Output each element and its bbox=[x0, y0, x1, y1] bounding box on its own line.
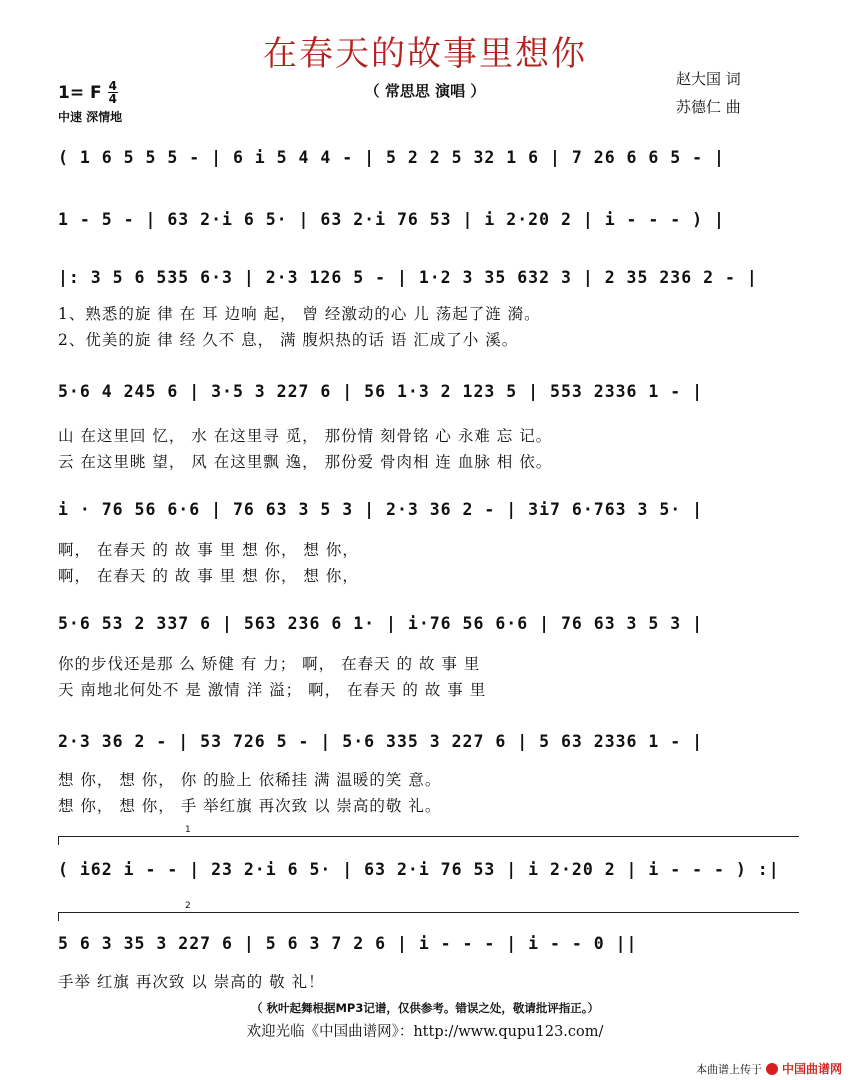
score-line: 5·6 53 2 337 6 | 563 236 6 1· | i·76 56 6·6 | 76 63 3 5 3 | bbox=[58, 614, 704, 633]
transcription-note: （ 秋叶起舞根据MP3记谱，仅供参考。错误之处，敬请批评指正。） bbox=[250, 1001, 600, 1015]
score-line: ( 1 6 5 5 5 - | 6 i 5 4 4 - | 5 2 2 5 32 1 6 | 7 26 6 6 5 - | bbox=[58, 148, 725, 167]
lyric-verse2: 想 你， 想 你， 手 举红旗 再次致 以 崇高的敬 礼。 bbox=[58, 797, 442, 815]
lyric-verse2: 2、优美的旋 律 经 久不 息， 满 腹炽热的话 语 汇成了小 溪。 bbox=[58, 331, 519, 349]
upload-credit bbox=[696, 1060, 842, 1077]
lyric-verse2: 啊， 在春天 的 故 事 里 想 你， 想 你， bbox=[58, 567, 359, 585]
score-line: 1 - 5 - | 63 2·i 6 5· | 63 2·i 76 53 | i 2·20 2 | i - - - ) | bbox=[58, 210, 725, 229]
lyric-verse2: 天 南地北何处不 是 激情 洋 溢； 啊， 在春天 的 故 事 里 bbox=[58, 681, 487, 699]
key-label: 1= F bbox=[58, 82, 102, 103]
key-signature bbox=[58, 80, 118, 105]
song-title: 在春天的故事里想你 bbox=[263, 34, 587, 74]
score-line: i · 76 56 6·6 | 76 63 3 5 3 | 2·3 36 2 - | 3i7 6·763 3 5· | bbox=[58, 500, 704, 519]
welcome-link-text[interactable]: 欢迎光临《中国曲谱网》：http://www.qupu123.com/ bbox=[246, 1024, 604, 1040]
first-ending-number: 1 bbox=[185, 825, 191, 835]
score-line: |: 3 5 6 535 6·3 | 2·3 126 5 - | 1·2 3 35 632 3 | 2 35 236 2 - | bbox=[58, 268, 758, 287]
upload-prefix: 本曲谱上传于 bbox=[695, 1062, 762, 1076]
score-line: ( i62 i - - | 23 2·i 6 5· | 63 2·i 76 53 | i 2·20 2 | i - - - ) :| bbox=[58, 860, 780, 879]
score-line: 5 6 3 35 3 227 6 | 5 6 3 7 2 6 | i - - - | i - - 0 || bbox=[58, 934, 638, 953]
second-ending-number: 2 bbox=[185, 901, 191, 911]
lyric-verse1: 1、熟悉的旋 律 在 耳 边响 起， 曾 经激动的心 儿 荡起了涟 漪。 bbox=[58, 305, 541, 323]
singer-credit: （ 常思思 演唱 ） bbox=[364, 82, 486, 100]
time-signature-top: 4 bbox=[108, 79, 117, 93]
time-signature bbox=[108, 80, 118, 105]
first-ending-bracket bbox=[58, 825, 799, 845]
site-logo-icon bbox=[766, 1063, 778, 1075]
composer-credit: 苏德仁 曲 bbox=[676, 98, 741, 116]
score-line: 5·6 4 245 6 | 3·5 3 227 6 | 56 1·3 2 123 5 | 553 2336 1 - | bbox=[58, 382, 704, 401]
lyric-verse1: 想 你， 想 你， 你 的脸上 依稀挂 满 温暖的笑 意。 bbox=[58, 771, 442, 789]
lyricist-credit: 赵大国 词 bbox=[676, 70, 741, 88]
lyric-verse1: 山 在这里回 忆， 水 在这里寻 觅， 那份情 刻骨铭 心 永难 忘 记。 bbox=[58, 427, 553, 445]
final-lyric: 手举 红旗 再次致 以 崇高的 敬 礼！ bbox=[58, 973, 325, 991]
lyric-verse1: 你的步伐还是那 么 矫健 有 力； 啊， 在春天 的 故 事 里 bbox=[58, 655, 481, 673]
time-signature-bottom: 4 bbox=[108, 92, 117, 106]
site-brand[interactable]: 中国曲谱网 bbox=[781, 1062, 842, 1076]
lyric-verse2: 云 在这里眺 望， 风 在这里飘 逸， 那份爱 骨肉相 连 血脉 相 依。 bbox=[58, 453, 553, 471]
second-ending-bracket bbox=[58, 901, 799, 921]
tempo-marking: 中速 深情地 bbox=[58, 110, 123, 124]
lyric-verse1: 啊， 在春天 的 故 事 里 想 你， 想 你， bbox=[58, 541, 359, 559]
score-line: 2·3 36 2 - | 53 726 5 - | 5·6 335 3 227 6 | 5 63 2336 1 - | bbox=[58, 732, 704, 751]
